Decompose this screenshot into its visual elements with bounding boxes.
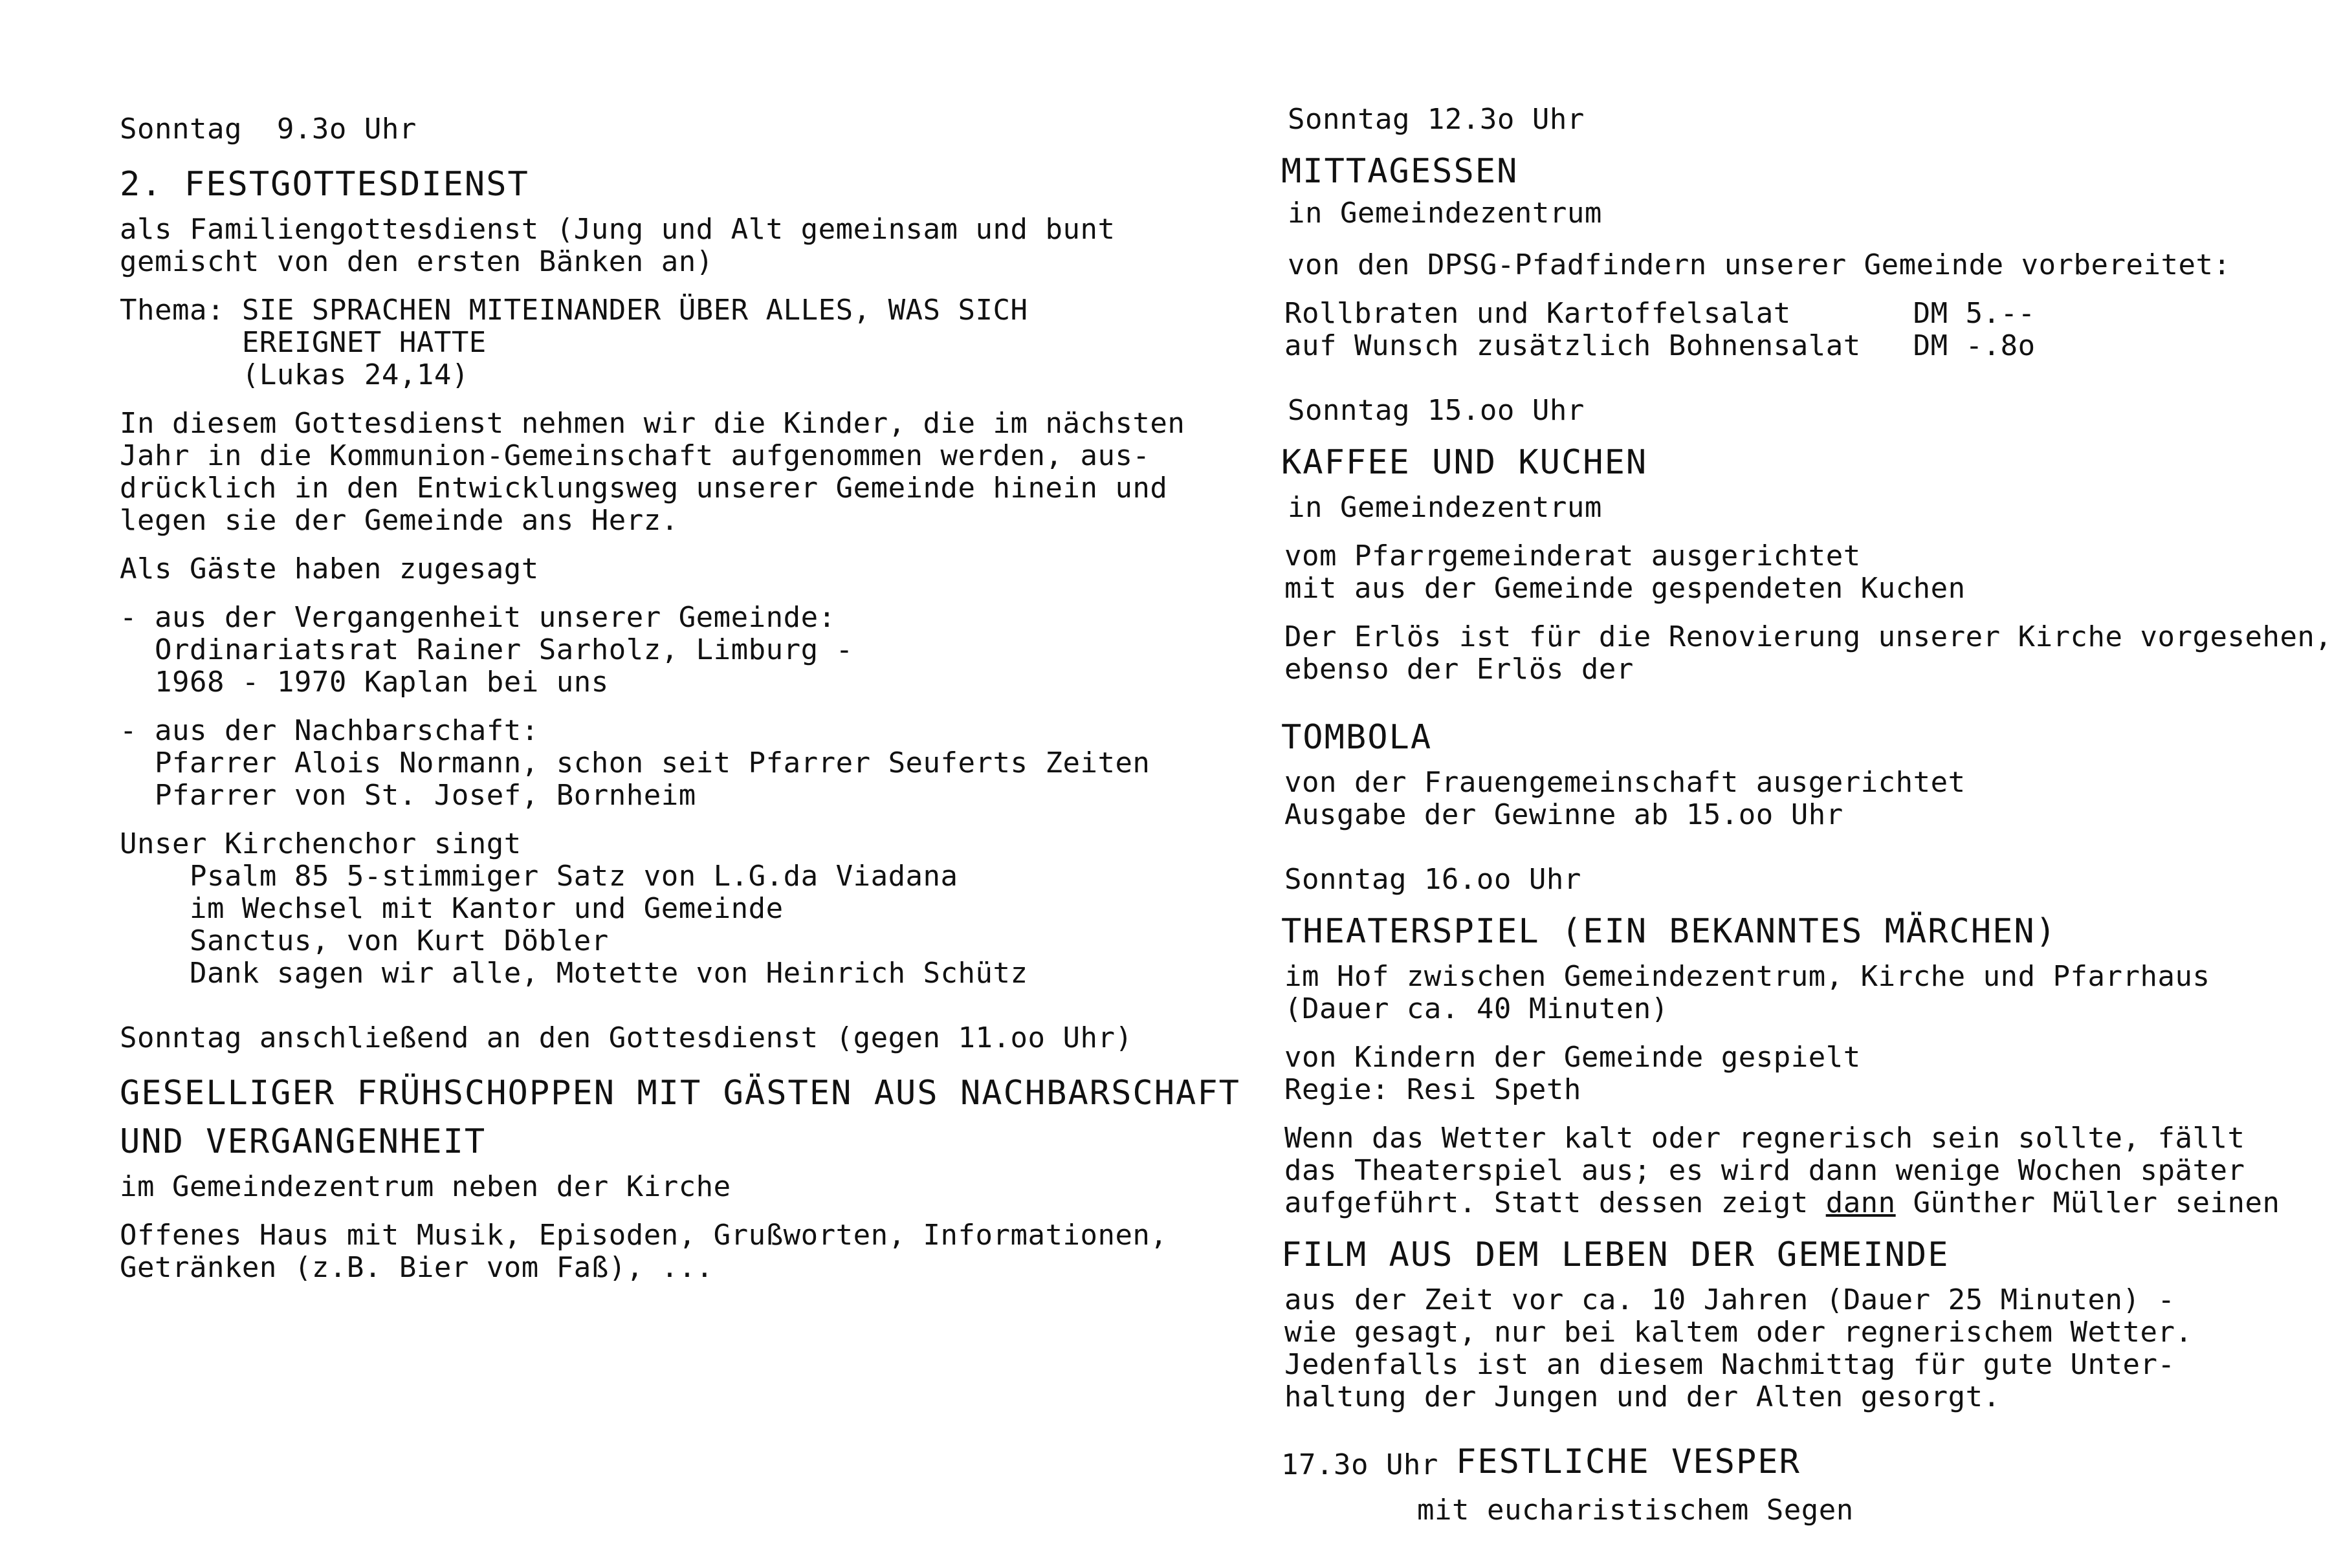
guests-intro: Als Gäste haben zugesagt	[120, 552, 539, 585]
service-subtitle-line: gemischt von den ersten Bänken an)	[120, 245, 714, 278]
vesper-subtitle: mit eucharistischem Segen	[1417, 1494, 1854, 1527]
kids-paragraph-line: Jahr in die Kommunion-Gemeinschaft aufgenommen werden, aus-	[120, 439, 1150, 472]
film-desc-line: aus der Zeit vor ca. 10 Jahren (Dauer 25 Minuten) -	[1284, 1283, 2175, 1316]
fruehschoppen-title-line: GESELLIGER FRÜHSCHOPPEN MIT GÄSTEN AUS NACHBARSCHAFT	[120, 1074, 1240, 1113]
theater-time: Sonntag 16.oo Uhr	[1284, 863, 1581, 896]
kids-paragraph-line: In diesem Gottesdienst nehmen wir die Kinder, die im nächsten	[120, 407, 1185, 440]
tombola-desc-line: von der Frauengemeinschaft ausgerichtet	[1284, 766, 1966, 799]
theater-by-line: Regie: Resi Speth	[1284, 1073, 1581, 1106]
coffee-by-line: mit aus der Gemeinde gespendeten Kuchen	[1284, 572, 1966, 605]
choir-line: Dank sagen wir alle, Motette von Heinrich Schütz	[120, 957, 1028, 990]
tombola-desc-line: Ausgabe der Gewinne ab 15.oo Uhr	[1284, 798, 1843, 831]
right-page	[1116, 0, 2332, 1568]
tombola-title: TOMBOLA	[1281, 718, 1433, 757]
choir-line: Sanctus, von Kurt Döbler	[120, 924, 609, 957]
theater-by-line: von Kindern der Gemeinde gespielt	[1284, 1041, 1861, 1074]
film-title: FILM AUS DEM LEBEN DER GEMEINDE	[1281, 1236, 1950, 1274]
choir-line: Psalm 85 5-stimmiger Satz von L.G.da Viadana	[120, 860, 958, 893]
theater-weather-line: Wenn das Wetter kalt oder regnerisch sein sollte, fällt	[1284, 1122, 2245, 1155]
theater-title: THEATERSPIEL (EIN BEKANNTES MÄRCHEN)	[1281, 912, 2058, 951]
guest-neighbor-line: Pfarrer von St. Josef, Bornheim	[120, 779, 696, 812]
coffee-title: KAFFEE UND KUCHEN	[1281, 443, 1648, 482]
underlined-dann: dann	[1825, 1186, 1896, 1219]
lunch-place: in Gemeindezentrum	[1288, 197, 1602, 230]
guest-past-line: Ordinariatsrat Rainer Sarholz, Limburg -	[120, 633, 853, 666]
film-desc-line: Jedenfalls ist an diesem Nachmittag für gute Unter-	[1284, 1348, 2175, 1381]
film-desc-line: wie gesagt, nur bei kaltem oder regnerischem Wetter.	[1284, 1316, 2193, 1349]
fruehschoppen-title-line: UND VERGANGENHEIT	[120, 1122, 487, 1161]
guest-neighbor-line: - aus der Nachbarschaft:	[120, 714, 539, 747]
service-time: Sonntag 9.3o Uhr	[120, 113, 417, 146]
fruehschoppen-desc-line: Offenes Haus mit Musik, Episoden, Grußworten, Informationen,	[120, 1219, 1168, 1252]
coffee-by-line: vom Pfarrgemeinderat ausgerichtet	[1284, 539, 1861, 572]
guest-past-line: 1968 - 1970 Kaplan bei uns	[120, 666, 609, 699]
theme-line: (Lukas 24,14)	[120, 358, 469, 391]
guest-past-line: - aus der Vergangenheit unserer Gemeinde:	[120, 601, 836, 634]
fruehschoppen-place: im Gemeindezentrum neben der Kirche	[120, 1170, 731, 1203]
weather-text-c: Günther Müller seinen	[1895, 1186, 2280, 1219]
kids-paragraph-line: legen sie der Gemeinde ans Herz.	[120, 504, 679, 537]
theater-weather-line: das Theaterspiel aus; es wird dann wenige Wochen später	[1284, 1154, 2245, 1187]
lunch-title: MITTAGESSEN	[1281, 152, 1519, 191]
fruehschoppen-desc-line: Getränken (z.B. Bier vom Faß), ...	[120, 1251, 714, 1284]
coffee-time: Sonntag 15.oo Uhr	[1288, 394, 1585, 427]
theater-place-line: im Hof zwischen Gemeindezentrum, Kirche und Pfarrhaus	[1284, 960, 2210, 993]
vesper-time: 17.3o Uhr	[1281, 1448, 1438, 1481]
theater-weather-line	[1284, 1187, 2280, 1219]
coffee-proceeds-line: Der Erlös ist für die Renovierung unserer Kirche vorgesehen,	[1284, 620, 2332, 653]
kids-paragraph-line: drücklich in den Entwicklungsweg unserer Gemeinde hinein und	[120, 472, 1168, 505]
service-subtitle-line: als Familiengottesdienst (Jung und Alt gemeinsam und bunt	[120, 213, 1116, 246]
film-desc-line: haltung der Jungen und der Alten gesorgt.	[1284, 1380, 2001, 1413]
lunch-by: von den DPSG-Pfadfindern unserer Gemeinde vorbereitet:	[1288, 248, 2231, 281]
weather-text-a: aufgeführt. Statt dessen zeigt	[1284, 1186, 1826, 1219]
fruehschoppen-time: Sonntag anschließend an den Gottesdienst (gegen 11.oo Uhr)	[120, 1021, 1133, 1054]
coffee-proceeds-line: ebenso der Erlös der	[1284, 653, 1634, 686]
choir-line: im Wechsel mit Kantor und Gemeinde	[120, 892, 784, 925]
theme-line: Thema: SIE SPRACHEN MITEINANDER ÜBER ALLES, WAS SICH	[120, 294, 1028, 327]
lunch-time: Sonntag 12.3o Uhr	[1288, 103, 1585, 136]
lunch-item: auf Wunsch zusätzlich Bohnensalat DM -.8o	[1284, 329, 2036, 362]
service-title: 2. FESTGOTTESDIENST	[120, 165, 529, 204]
theater-place-line: (Dauer ca. 40 Minuten)	[1284, 992, 1669, 1025]
coffee-place: in Gemeindezentrum	[1288, 491, 1602, 524]
guest-neighbor-line: Pfarrer Alois Normann, schon seit Pfarrer Seuferts Zeiten	[120, 746, 1150, 779]
choir-line: Unser Kirchenchor singt	[120, 827, 522, 860]
lunch-item: Rollbraten und Kartoffelsalat DM 5.--	[1284, 297, 2036, 330]
vesper-title: FESTLICHE VESPER	[1456, 1443, 1801, 1481]
theme-line: EREIGNET HATTE	[120, 326, 487, 359]
